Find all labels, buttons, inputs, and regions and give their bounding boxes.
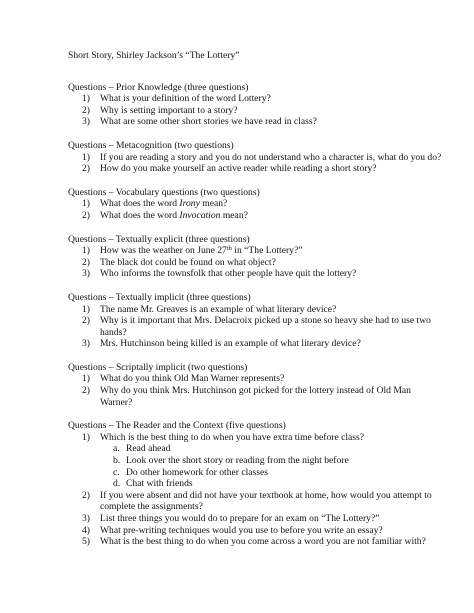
question-item [68,116,444,128]
question-list [68,432,444,548]
question-list [68,198,444,221]
question-number: 3) [82,513,90,524]
question-number: 3) [82,268,90,280]
question-text: How do you make yourself an active reader while reading a short story? [100,163,377,175]
question-number: 2) [82,209,90,221]
question-text: If you were absent and did not have your textbook at home, how would you attempt to complete the assignments? [100,489,432,513]
question-text [100,245,302,256]
question-item [68,385,444,408]
question-item [68,373,444,385]
answer-option-text: Read ahead [126,443,171,455]
vocabulary-term: Irony [179,198,200,210]
question-section [68,420,444,548]
question-item [68,513,444,525]
question-text-part: How was the weather on June 27 [100,245,227,257]
vocabulary-term: Invocation [179,209,221,221]
answer-option-list [100,443,444,489]
question-item [68,257,444,269]
section-heading: Questions – The Reader and the Context (five questions) [68,420,286,432]
question-number: 2) [82,489,90,501]
question-section [68,140,444,175]
question-text: What is your definition of the word Lottery? [100,93,271,105]
answer-option-text: Look over the short story or reading from the night before [126,455,349,467]
section-heading: Questions – Prior Knowledge (three questions) [68,81,249,93]
answer-option-letter: d. [113,478,121,490]
question-number: 5) [82,536,90,548]
answer-option [100,455,444,467]
question-item [68,490,444,513]
question-text: Which is the best thing to do when you have extra time before class? [100,431,365,443]
question-item [68,245,444,257]
section-heading: Questions – Metacognition (two questions) [68,139,234,151]
question-number: 1) [82,431,90,443]
question-number: 2) [82,385,90,397]
question-number: 3) [82,338,90,350]
question-number: 2) [82,256,90,268]
question-section [68,292,444,350]
question-text-part: mean? [199,198,228,210]
answer-option-text: Do other homework for other classes [126,466,268,478]
question-number: 1) [82,198,90,210]
question-text: Mrs. Hutchinson being killed is an example of what literary device? [100,338,361,350]
question-text-part: mean? [220,209,248,221]
question-item [68,163,444,175]
question-item [68,536,444,548]
question-text: List three things you would do to prepare for an exam on “The Lottery?” [100,513,380,524]
question-text: If you are reading a story and you do not understand who a character is, what do you do? [100,151,442,163]
question-text: What are some other short stories we have read in class? [100,116,317,128]
question-list [68,93,444,128]
section-heading: Questions – Textually explicit (three questions) [68,233,250,245]
answer-option [100,443,444,455]
question-text: The black dot could be found on what object? [100,256,276,268]
question-item [68,525,444,537]
question-text: Why is it important that Mrs. Delacroix picked up a stone so heavy she had to use two hands? [100,315,431,338]
question-item [68,93,444,105]
question-item [68,105,444,117]
question-item [68,152,444,164]
question-number: 2) [82,104,90,116]
answer-option-text: Chat with friends [126,478,193,490]
question-list [68,373,444,408]
question-item [68,432,444,490]
question-text: Why is setting important to a story? [100,104,238,116]
question-number: 1) [82,245,90,257]
question-text [100,210,248,221]
section-heading: Questions – Textually implicit (three questions) [68,291,251,303]
ordinal-suffix: th [226,245,232,253]
question-number: 1) [82,151,90,163]
question-text-part: in “The Lottery?” [231,245,303,257]
answer-option-letter: c. [113,466,120,478]
question-item [68,315,444,338]
question-text: What do you think Old Man Warner represents? [100,373,285,385]
question-number: 4) [82,524,90,536]
question-text-part: What does the word [100,198,180,210]
question-text: What is the best thing to do when you come across a word you are not familiar with? [100,536,426,548]
question-list [68,304,444,350]
document-title: Short Story, Shirley Jackson’s “The Lottery” [68,50,240,61]
question-text [100,198,227,209]
question-number: 1) [82,93,90,105]
section-heading: Questions – Scriptally implicit (two questions) [68,361,248,373]
answer-option-letter: b. [113,455,121,467]
question-list [68,245,444,280]
question-number: 1) [82,373,90,385]
question-section [68,82,444,128]
question-text: The name Mr. Greaves is an example of what literary device? [100,303,337,315]
question-number: 2) [82,315,90,327]
section-heading: Questions – Vocabulary questions (two questions) [68,186,260,198]
question-item [68,198,444,210]
question-item [68,268,444,280]
question-number: 3) [82,116,90,128]
question-item [68,304,444,316]
question-text-part: What does the word [100,209,180,221]
question-item [68,338,444,350]
question-text: Who informs the townsfolk that other people have quit the lottery? [100,268,357,280]
question-item [68,210,444,222]
question-text: Why do you think Mrs. Hutchinson got picked for the lottery instead of Old Man Warner? [100,385,411,408]
question-sections [68,82,444,548]
question-number: 2) [82,163,90,175]
question-number: 1) [82,303,90,315]
question-list [68,152,444,175]
answer-option [100,478,444,490]
question-section [68,362,444,408]
answer-option [100,467,444,479]
question-section [68,187,444,222]
answer-option-letter: a. [113,443,120,455]
question-section [68,234,444,280]
question-text: What pre-writing techniques would you use to before you write an essay? [100,524,383,536]
